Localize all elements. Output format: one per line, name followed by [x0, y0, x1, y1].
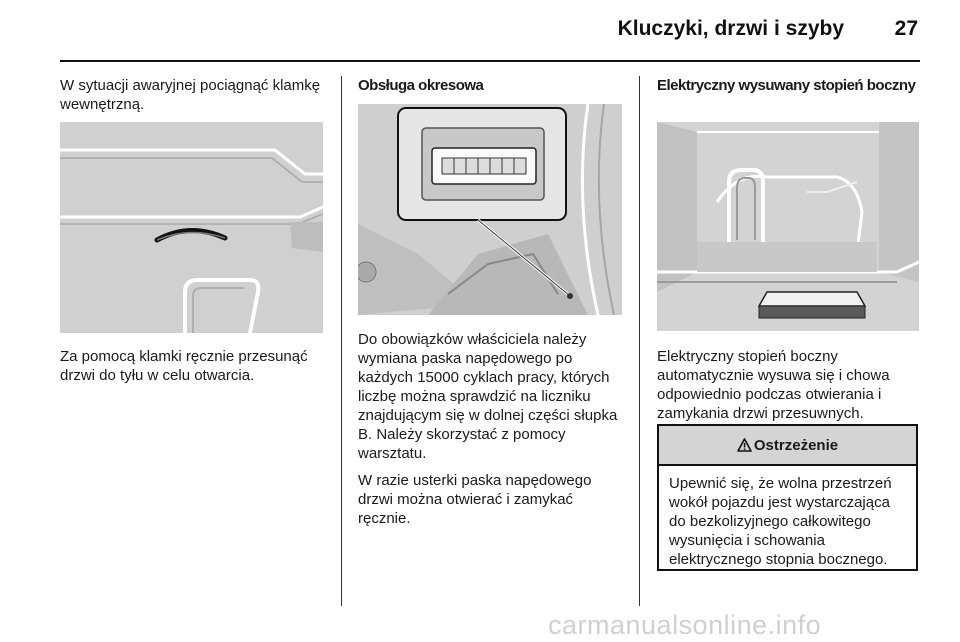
column-1: [60, 76, 330, 122]
column-3-lower: [657, 347, 919, 431]
column-1-lower: [60, 347, 330, 393]
section-title: Kluczyki, drzwi i szyby: [617, 17, 844, 40]
column-divider: [341, 76, 342, 606]
column-2: [358, 76, 624, 103]
warning-triangle-icon: [737, 438, 752, 452]
column-2-lower: [358, 330, 624, 536]
electric-step-heading: Elektryczny wysuwany stopień boczny: [657, 77, 916, 94]
warning-box: [657, 424, 918, 571]
warning-text: Upewnić się, że wolna przestrzeń wokół pojazdu jest wystarczająca do bezkolizyjnego całkowitego wysunięcia i schowania elektrycznego stopnia bocznego.: [669, 475, 892, 568]
side-step-illustration: [657, 122, 919, 331]
column-divider: [639, 76, 640, 606]
electric-step-text: Elektryczny stopień boczny automatycznie wysuwa się i chowa odpowiednio podczas otwierania i zamykania drzwi przesuwnych.: [657, 348, 890, 422]
watermark: carmanualsonline.info: [548, 610, 822, 640]
warning-header: [659, 426, 916, 466]
page-header: [60, 0, 920, 62]
page-number: 27: [894, 17, 918, 40]
maintenance-heading: Obsługa okresowa: [358, 77, 484, 94]
belt-replacement-text: Do obowiązków właściciela należy wymiana paska napędowego po każdych 15000 cyklach pracy, których liczbę można sprawdzić na liczniku znajdującym się w dolnej części słupka B. Należy skorzystać z pomocy warsztatu.: [358, 331, 618, 462]
belt-counter-illustration: [358, 104, 622, 315]
belt-failure-text: W razie usterki paska napędowego drzwi można otwierać i zamykać ręcznie.: [358, 472, 592, 527]
emergency-text: W sytuacji awaryjnej pociągnąć klamkę wewnętrzną.: [60, 77, 321, 113]
warning-title: Ostrzeżenie: [753, 436, 839, 454]
column-3: [657, 76, 919, 103]
manual-open-text: Za pomocą klamki ręcznie przesunąć drzwi do tyłu w celu otwarcia.: [60, 348, 308, 384]
door-handle-illustration: [60, 122, 323, 333]
